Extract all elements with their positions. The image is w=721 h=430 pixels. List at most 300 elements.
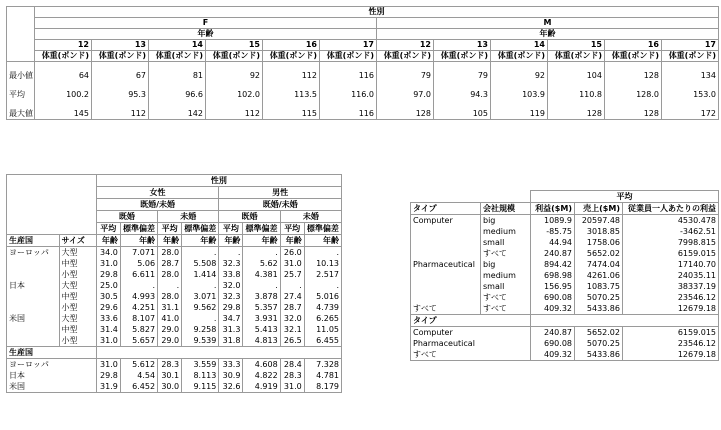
sd-header: 標準偏差 <box>243 223 280 235</box>
age-value: 32.0 <box>219 280 243 291</box>
weight-value: 128 <box>605 71 662 81</box>
spacer-cell <box>149 62 206 72</box>
age-value: 6.611 <box>120 269 157 280</box>
age-header: 年齢 <box>96 235 120 247</box>
spacer-cell <box>548 62 605 72</box>
weight-value: 116 <box>320 109 377 120</box>
weight-value: 104 <box>548 71 605 81</box>
corner-cell <box>7 7 35 62</box>
spacer-cell <box>92 62 149 72</box>
age-value-header: 17 <box>662 40 719 51</box>
spacer-cell <box>662 100 719 109</box>
weight-column-header: 体重(ポンド) <box>263 51 320 62</box>
age-value-header: 15 <box>548 40 605 51</box>
age-header: 年齢 <box>243 235 280 247</box>
weight-column-header: 体重(ポンド) <box>605 51 662 62</box>
weight-value: 128 <box>377 109 434 120</box>
mean-value: 240.87 <box>531 327 575 339</box>
type-cell <box>411 292 481 303</box>
age-value: 28.0 <box>158 247 182 259</box>
row-label: 最大値 <box>7 109 35 120</box>
age-value: 4.739 <box>304 302 341 313</box>
table-row <box>411 237 719 248</box>
age-value: 9.258 <box>182 324 219 335</box>
age-value: 31.0 <box>280 381 304 393</box>
age-value: 26.5 <box>280 335 304 347</box>
country-cell: 米国 <box>7 381 97 393</box>
age-value: 2.517 <box>304 269 341 280</box>
female-header: 女性 <box>96 187 219 199</box>
weight-value: 145 <box>35 109 92 120</box>
weight-value: 94.3 <box>434 90 491 100</box>
mean-value: 7998.815 <box>623 237 719 248</box>
weight-value: 112 <box>92 109 149 120</box>
age-value: 3.071 <box>182 291 219 302</box>
type-cell: Pharmaceutical <box>411 259 481 270</box>
table-row <box>7 302 342 313</box>
size-column-header: 会社規模 <box>481 203 531 215</box>
row-label: 最小値 <box>7 71 35 81</box>
age-header: 年齢 <box>280 235 304 247</box>
spacer-cell <box>377 81 434 90</box>
company-size-cell: すべて <box>481 303 531 315</box>
size-cell: 大型 <box>59 280 96 291</box>
weight-column-header: 体重(ポンド) <box>377 51 434 62</box>
age-value: 4.781 <box>304 370 341 381</box>
mean-value: 24035.11 <box>623 270 719 281</box>
weight-value: 142 <box>149 109 206 120</box>
spacer-cell <box>662 62 719 72</box>
age-value: . <box>243 280 280 291</box>
age-value: 30.1 <box>158 370 182 381</box>
corner-cell <box>7 175 97 235</box>
mean-value: 409.32 <box>531 303 575 315</box>
country-cell: 日本 <box>7 280 60 291</box>
age-value: 28.0 <box>158 291 182 302</box>
country-cell <box>7 324 60 335</box>
country-cell: 米国 <box>7 313 60 324</box>
country-cell: ヨーロッパ <box>7 247 60 259</box>
weight-value: 112 <box>263 71 320 81</box>
sales-column-header: 売上($M) <box>575 203 623 215</box>
table-row <box>7 71 719 81</box>
age-value: 3.931 <box>243 313 280 324</box>
weight-column-header: 体重(ポンド) <box>320 51 377 62</box>
weight-value: 128.0 <box>605 90 662 100</box>
row-label: 平均 <box>7 90 35 100</box>
weight-value: 103.9 <box>491 90 548 100</box>
mean-value: -85.75 <box>531 226 575 237</box>
age-value: 9.539 <box>182 335 219 347</box>
age-value: 26.0 <box>280 247 304 259</box>
age-value: 4.251 <box>120 302 157 313</box>
age-value: 5.016 <box>304 291 341 302</box>
spacer-cell <box>605 100 662 109</box>
type-cell <box>411 281 481 292</box>
weight-column-header: 体重(ポンド) <box>491 51 548 62</box>
weight-value: 100.2 <box>35 90 92 100</box>
sex-header: 性別 <box>96 175 341 187</box>
weight-value: 112 <box>206 109 263 120</box>
age-value: 29.8 <box>96 370 120 381</box>
mean-value: 38337.19 <box>623 281 719 292</box>
age-value: 4.813 <box>243 335 280 347</box>
company-size-cell: medium <box>481 226 531 237</box>
section-spacer <box>96 347 341 359</box>
spacer-cell <box>491 100 548 109</box>
spacer-cell <box>548 100 605 109</box>
age-value-header: 16 <box>263 40 320 51</box>
age-value: 28.4 <box>280 359 304 371</box>
spacer-cell <box>434 81 491 90</box>
company-size-cell: すべて <box>481 292 531 303</box>
age-value: 9.115 <box>182 381 219 393</box>
weight-value: 128 <box>548 109 605 120</box>
age-value: 5.827 <box>120 324 157 335</box>
weight-value: 79 <box>434 71 491 81</box>
age-value: 28.3 <box>280 370 304 381</box>
mean-value: 894.42 <box>531 259 575 270</box>
age-value: 31.8 <box>219 335 243 347</box>
size-cell: 大型 <box>59 313 96 324</box>
spacer-cell <box>662 81 719 90</box>
size-cell: 小型 <box>59 335 96 347</box>
age-value: 32.1 <box>280 324 304 335</box>
spacer-cell <box>149 81 206 90</box>
company-size-cell: small <box>481 237 531 248</box>
mean-value: 23546.12 <box>623 292 719 303</box>
age-value: 29.0 <box>158 335 182 347</box>
mean-value: 6159.015 <box>623 248 719 259</box>
weight-value: 116.0 <box>320 90 377 100</box>
age-value: 30.0 <box>158 381 182 393</box>
spacer-cell <box>206 62 263 72</box>
mean-value: 4530.478 <box>623 215 719 227</box>
age-value: 34.0 <box>96 247 120 259</box>
weight-value: 92 <box>491 71 548 81</box>
company-size-cell: すべて <box>481 248 531 259</box>
mean-value: 20597.48 <box>575 215 623 227</box>
age-header: 年齢 <box>304 235 341 247</box>
table-row <box>411 270 719 281</box>
spacer-cell <box>35 81 92 90</box>
age-value: 5.357 <box>243 302 280 313</box>
spacer-cell <box>35 62 92 72</box>
spacer-cell <box>320 81 377 90</box>
spacer-cell <box>320 62 377 72</box>
corner-cell <box>411 191 531 203</box>
weight-column-header: 体重(ポンド) <box>548 51 605 62</box>
age-value: 4.822 <box>243 370 280 381</box>
age-value: 25.7 <box>280 269 304 280</box>
country-cell: 日本 <box>7 370 97 381</box>
mean-value: -3462.51 <box>623 226 719 237</box>
spacer-cell <box>206 81 263 90</box>
age-value: 31.9 <box>96 381 120 393</box>
age-value: 32.3 <box>219 291 243 302</box>
mean-value: 698.98 <box>531 270 575 281</box>
spacer-cell <box>7 62 35 72</box>
table-row <box>7 109 719 120</box>
table-row <box>411 349 719 361</box>
spacer-cell <box>7 81 35 90</box>
weight-column-header: 体重(ポンド) <box>92 51 149 62</box>
weight-column-header: 体重(ポンド) <box>434 51 491 62</box>
age-value: 32.6 <box>219 381 243 393</box>
table-row <box>7 313 342 324</box>
table-row <box>411 338 719 349</box>
type-cell <box>411 237 481 248</box>
weight-column-header: 体重(ポンド) <box>149 51 206 62</box>
age-value: 6.455 <box>304 335 341 347</box>
weight-column-header: 体重(ポンド) <box>35 51 92 62</box>
weight-value: 116 <box>320 71 377 81</box>
spacer-cell <box>491 62 548 72</box>
weight-value: 79 <box>377 71 434 81</box>
weight-value: 95.3 <box>92 90 149 100</box>
type-cell <box>411 226 481 237</box>
size-cell: 大型 <box>59 247 96 259</box>
mean-value: 5652.02 <box>575 248 623 259</box>
age-value: . <box>304 247 341 259</box>
profit-per-employee-column-header: 従業員一人あたりの利益 <box>623 203 719 215</box>
table-row <box>7 381 342 393</box>
age-value: 34.7 <box>219 313 243 324</box>
spacer-cell <box>149 100 206 109</box>
weight-value: 92 <box>206 71 263 81</box>
mean-value: 44.94 <box>531 237 575 248</box>
spacer-cell <box>263 62 320 72</box>
spacer-cell <box>491 81 548 90</box>
spacer-cell <box>206 100 263 109</box>
type-cell: Pharmaceutical <box>411 338 531 349</box>
mean-value: 240.87 <box>531 248 575 259</box>
gender-m-header: M <box>377 18 719 29</box>
spacer-cell <box>605 62 662 72</box>
company-means-table <box>410 190 719 361</box>
mean-value: 690.08 <box>531 338 575 349</box>
age-value: 31.0 <box>96 258 120 269</box>
weight-value: 110.8 <box>548 90 605 100</box>
age-value-header: 12 <box>377 40 434 51</box>
age-value: 5.413 <box>243 324 280 335</box>
age-value: 25.0 <box>96 280 120 291</box>
age-value: 31.0 <box>96 335 120 347</box>
age-value: 29.8 <box>219 302 243 313</box>
spacer-cell <box>7 100 35 109</box>
sd-header: 標準偏差 <box>182 223 219 235</box>
spacer-cell <box>263 81 320 90</box>
weight-value: 153.0 <box>662 90 719 100</box>
size-cell: 中型 <box>59 258 96 269</box>
mean-value: 409.32 <box>531 349 575 361</box>
age-header-f: 年齢 <box>35 29 377 40</box>
age-value: 4.993 <box>120 291 157 302</box>
table-row <box>411 215 719 227</box>
table-row <box>7 359 342 371</box>
age-value: 4.608 <box>243 359 280 371</box>
age-value: 11.05 <box>304 324 341 335</box>
type-cell <box>411 248 481 259</box>
age-value: 41.0 <box>158 313 182 324</box>
table-row <box>411 259 719 270</box>
country-section-header: 生産国 <box>7 347 97 359</box>
marital-header-f: 既婚/未婚 <box>96 199 219 211</box>
country-cell <box>7 302 60 313</box>
age-value: 31.0 <box>96 359 120 371</box>
weight-value: 134 <box>662 71 719 81</box>
age-value: 3.559 <box>182 359 219 371</box>
age-value: 30.9 <box>219 370 243 381</box>
age-value: 31.1 <box>158 302 182 313</box>
table-row <box>411 303 719 315</box>
weight-value: 81 <box>149 71 206 81</box>
mean-value: 6159.015 <box>623 327 719 339</box>
country-cell <box>7 269 60 280</box>
sd-header: 標準偏差 <box>120 223 157 235</box>
age-value-header: 13 <box>434 40 491 51</box>
size-cell: 小型 <box>59 302 96 313</box>
weight-column-header: 体重(ポンド) <box>662 51 719 62</box>
age-header: 年齢 <box>219 235 243 247</box>
size-cell: 中型 <box>59 291 96 302</box>
size-column-header: サイズ <box>59 235 96 247</box>
weight-value: 128 <box>605 109 662 120</box>
mean-value: 7474.04 <box>575 259 623 270</box>
spacer-cell <box>434 62 491 72</box>
age-value: 6.452 <box>120 381 157 393</box>
age-value: 6.265 <box>304 313 341 324</box>
age-value: 29.0 <box>158 324 182 335</box>
age-value: 31.3 <box>219 324 243 335</box>
marital-header-m: 既婚/未婚 <box>219 199 342 211</box>
weight-value: 119 <box>491 109 548 120</box>
age-value: 28.7 <box>280 302 304 313</box>
mean-header: 平均 <box>280 223 304 235</box>
country-cell <box>7 258 60 269</box>
age-value: 7.328 <box>304 359 341 371</box>
spacer-cell <box>377 62 434 72</box>
mean-value: 5433.86 <box>575 349 623 361</box>
age-header-m: 年齢 <box>377 29 719 40</box>
table-row <box>7 280 342 291</box>
country-cell: ヨーロッパ <box>7 359 97 371</box>
mean-value: 1089.9 <box>531 215 575 227</box>
age-value: 32.3 <box>219 258 243 269</box>
spacer-cell <box>548 81 605 90</box>
table-row <box>7 291 342 302</box>
age-by-country-size-table <box>6 174 342 393</box>
spacer-cell <box>263 100 320 109</box>
table-row <box>7 90 719 100</box>
spacer-cell <box>320 100 377 109</box>
mean-value: 156.95 <box>531 281 575 292</box>
type-cell: Computer <box>411 327 531 339</box>
weight-value: 96.6 <box>149 90 206 100</box>
age-value: 7.071 <box>120 247 157 259</box>
company-size-cell: big <box>481 259 531 270</box>
age-header: 年齢 <box>182 235 219 247</box>
spacer-cell <box>92 100 149 109</box>
age-value: . <box>243 247 280 259</box>
country-cell <box>7 335 60 347</box>
age-value: 5.06 <box>120 258 157 269</box>
mean-value: 17140.70 <box>623 259 719 270</box>
gender-f-header: F <box>35 18 377 29</box>
type-section-header: タイプ <box>411 315 531 327</box>
age-value: . <box>280 280 304 291</box>
age-value: . <box>120 280 157 291</box>
age-value: 33.3 <box>219 359 243 371</box>
size-cell: 中型 <box>59 324 96 335</box>
age-value: 5.657 <box>120 335 157 347</box>
table-row <box>7 247 342 259</box>
table-row <box>411 226 719 237</box>
table-row <box>411 281 719 292</box>
country-cell <box>7 291 60 302</box>
weight-value: 113.5 <box>263 90 320 100</box>
age-value: . <box>182 313 219 324</box>
weight-value: 64 <box>35 71 92 81</box>
type-column-header: タイプ <box>411 203 481 215</box>
type-cell: すべて <box>411 303 481 315</box>
age-value: 5.612 <box>120 359 157 371</box>
age-value-header: 12 <box>35 40 92 51</box>
mean-value: 1758.06 <box>575 237 623 248</box>
age-value: 4.54 <box>120 370 157 381</box>
company-size-cell: big <box>481 215 531 227</box>
age-value: 32.0 <box>280 313 304 324</box>
age-value: 4.919 <box>243 381 280 393</box>
weight-value: 115 <box>263 109 320 120</box>
company-size-cell: small <box>481 281 531 292</box>
age-value: 5.62 <box>243 258 280 269</box>
mean-value: 690.08 <box>531 292 575 303</box>
type-cell <box>411 270 481 281</box>
single-header: 未婚 <box>280 211 341 223</box>
age-value: 28.7 <box>158 258 182 269</box>
weight-column-header: 体重(ポンド) <box>206 51 263 62</box>
age-value-header: 16 <box>605 40 662 51</box>
mean-value: 1083.75 <box>575 281 623 292</box>
age-value: 3.878 <box>243 291 280 302</box>
table-row <box>7 370 342 381</box>
single-header: 未婚 <box>158 211 219 223</box>
mean-header: 平均 <box>219 223 243 235</box>
age-value: 8.113 <box>182 370 219 381</box>
male-header: 男性 <box>219 187 342 199</box>
table-row <box>411 327 719 339</box>
spacer-cell <box>434 100 491 109</box>
age-value: 31.0 <box>280 258 304 269</box>
age-value: 33.8 <box>219 269 243 280</box>
weight-value: 105 <box>434 109 491 120</box>
age-value: . <box>219 247 243 259</box>
age-value: 5.508 <box>182 258 219 269</box>
weight-value: 97.0 <box>377 90 434 100</box>
table-row <box>7 258 342 269</box>
spacer-cell <box>92 81 149 90</box>
mean-value: 3018.85 <box>575 226 623 237</box>
married-header: 既婚 <box>96 211 157 223</box>
age-value-header: 13 <box>92 40 149 51</box>
age-value: 33.6 <box>96 313 120 324</box>
sex-header: 性別 <box>35 7 719 18</box>
age-value: 8.179 <box>304 381 341 393</box>
mean-value: 5433.86 <box>575 303 623 315</box>
married-header: 既婚 <box>219 211 280 223</box>
mean-header: 平均 <box>531 191 719 203</box>
